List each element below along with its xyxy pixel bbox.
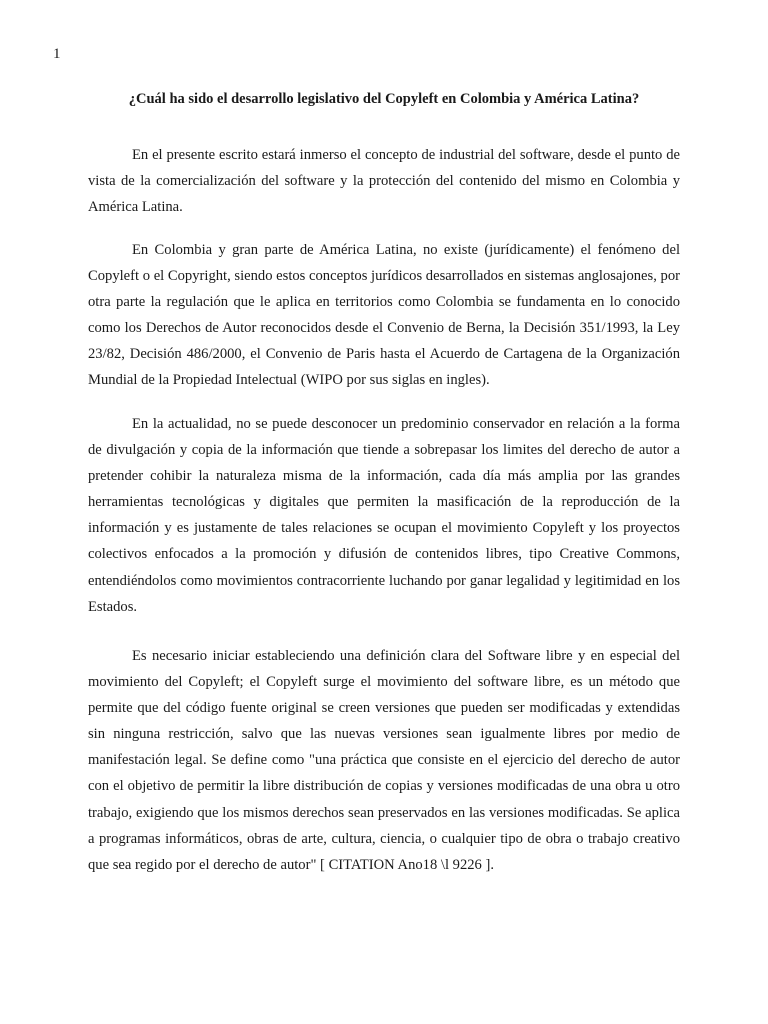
paragraph-intro: En el presente escrito estará inmerso el concepto de industrial del software, desde el punto de vista de la comercialización del software y la protección del contenido del mismo en Colombia y América Latina.: [88, 147, 680, 216]
paragraph-legal-framework: En Colombia y gran parte de América Latina, no existe (jurídicamente) el fenómeno del Copyleft o el Copyright, siendo estos conceptos jurídicos desarrollados en sistemas anglosajones, por otra parte la regulación que le aplica en territorios como Colombia se fundamenta en lo conocido como los Derechos de Autor reconocidos desde el Convenio de Berna, la Decisión 351/1993, la Ley 23/82, Decisión 486/2000, el Convenio de Paris hasta el Acuerdo de Cartagena de la Organización Mundial de la Propiedad Intelectual (WIPO por sus siglas en ingles).: [88, 242, 680, 389]
paragraph-current-situation: En la actualidad, no se puede desconocer un predominio conservador en relación a la forma de divulgación y copia de la información que tiende a sobrepasar los limites del derecho de autor a pretender cohibir la naturaleza misma de la información, cada día más amplia por las grandes herramientas tecnológicas y digitales que permiten la masificación de la reproducción de la información y es justamente de tales relaciones se ocupan el movimiento Copyleft y los proyectos colectivos enfocados a la promoción y difusión de contenidos libres, tipo Creative Commons, entendiéndolos como movimientos contracorriente luchando por ganar legalidad y legitimidad en los Estados.: [88, 416, 680, 615]
document-title: ¿Cuál ha sido el desarrollo legislativo del Copyleft en Colombia y América Latina?: [128, 91, 640, 107]
paragraph-copyleft-definition: Es necesario iniciar estableciendo una definición clara del Software libre y en especial del movimiento del Copyleft; el Copyleft surge el movimiento del software libre, es un método que permite que del código fuente original se creen versiones que pueden ser modificadas y extendidas sin ninguna restricción, salvo que las nuevas versiones sean igualmente libres por medio de manifestación legal. Se define como "una práctica que consiste en el ejercicio del derecho de autor con el objetivo de permitir la libre distribución de copias y versiones modificadas de una obra u otro trabajo, exigiendo que los mismos derechos sean preservados en las versiones modificadas. Se aplica a programas informáticos, obras de arte, cultura, ciencia, o cualquier tipo de obra o trabajo creativo que sea regido por el derecho de autor" [ CITATION Ano18 \l 9226 ].: [88, 648, 680, 873]
page-number: 1: [53, 46, 61, 62]
